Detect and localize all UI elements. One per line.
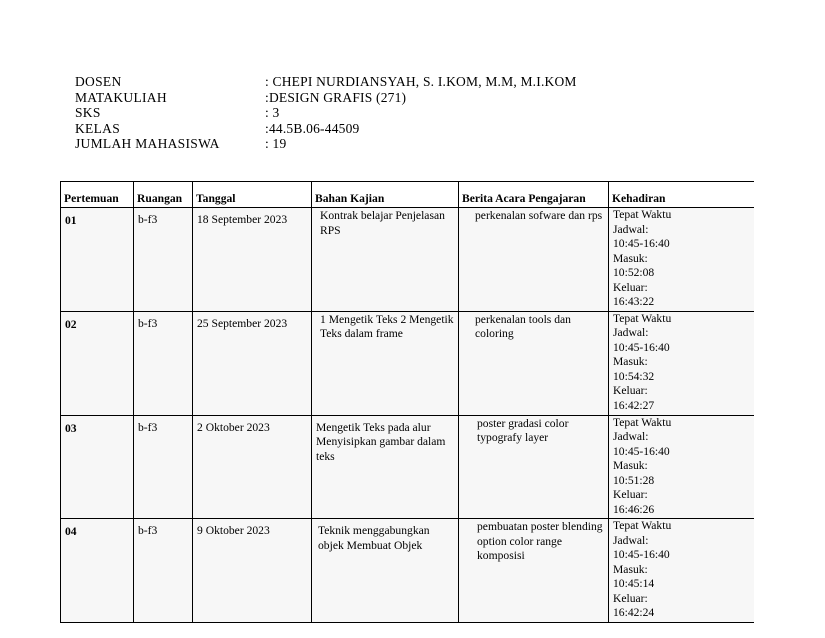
- info-label: DOSEN: [75, 74, 122, 89]
- column-header-pertemuan: Pertemuan: [61, 182, 134, 208]
- info-row-dosen: [75, 74, 577, 90]
- column-header-bahan-kajian: Bahan Kajian: [312, 182, 459, 208]
- table-row: [61, 415, 755, 519]
- cell-ruangan: b-f3: [134, 415, 193, 519]
- cell-bahan-kajian: Teknik menggabungkan objek Membuat Objek: [312, 519, 459, 623]
- kehadiran-keluar-label: Keluar:: [613, 384, 648, 397]
- info-row-kelas: [75, 121, 577, 137]
- cell-bahan-kajian: Kontrak belajar Penjelasan RPS: [312, 208, 459, 312]
- cell-ruangan: b-f3: [134, 519, 193, 623]
- info-row-sks: [75, 105, 577, 121]
- info-label: MATAKULIAH: [75, 89, 167, 105]
- cell-ruangan: b-f3: [134, 208, 193, 312]
- kehadiran-masuk-label: Masuk:: [613, 355, 648, 368]
- kehadiran-keluar: 16:42:27: [613, 398, 655, 412]
- info-label: SKS: [75, 105, 101, 120]
- kehadiran-status: Tepat Waktu: [613, 311, 672, 325]
- column-header-berita-acara: Berita Acara Pengajaran: [459, 182, 609, 208]
- table-row: [61, 519, 755, 623]
- cell-tanggal: 2 Oktober 2023: [193, 415, 312, 519]
- info-label: JUMLAH MAHASISWA: [75, 136, 220, 151]
- kehadiran-masuk: 10:51:28: [613, 473, 655, 487]
- info-value: :DESIGN GRAFIS (271): [265, 89, 407, 105]
- kehadiran-jadwal: 10:45-16:40: [613, 548, 670, 561]
- kehadiran-jadwal: 10:45-16:40: [613, 340, 670, 354]
- table-row: [61, 311, 755, 415]
- cell-ruangan: b-f3: [134, 311, 193, 415]
- info-row-jumlah-mahasiswa: [75, 136, 577, 152]
- course-info: [75, 74, 577, 152]
- kehadiran-jadwal-label: Jadwal:: [613, 326, 649, 339]
- column-header-kehadiran: Kehadiran: [609, 182, 755, 208]
- attendance-table: [60, 181, 754, 623]
- table-header-row: [61, 182, 755, 208]
- cell-tanggal: 9 Oktober 2023: [193, 519, 312, 623]
- kehadiran-status: Tepat Waktu: [613, 519, 672, 532]
- kehadiran-status: Tepat Waktu: [613, 415, 672, 429]
- cell-tanggal: 25 September 2023: [193, 311, 312, 415]
- info-row-matakuliah: [75, 90, 577, 106]
- cell-kehadiran: [609, 311, 755, 415]
- cell-berita-acara: pembuatan poster blending option color range komposisi: [459, 519, 609, 623]
- kehadiran-keluar-label: Keluar:: [613, 591, 648, 605]
- kehadiran-masuk: 10:52:08: [613, 266, 655, 279]
- kehadiran-masuk-label: Masuk:: [613, 562, 648, 576]
- cell-kehadiran: [609, 208, 755, 312]
- kehadiran-keluar: 16:43:22: [613, 295, 655, 308]
- column-header-ruangan: Ruangan: [134, 182, 193, 208]
- kehadiran-keluar: 16:46:26: [613, 502, 655, 516]
- info-value: : CHEPI NURDIANSYAH, S. I.KOM, M.M, M.I.KOM: [265, 74, 577, 89]
- cell-tanggal: 18 September 2023: [193, 208, 312, 312]
- info-value: : 19: [265, 136, 287, 151]
- kehadiran-jadwal: 10:45-16:40: [613, 444, 670, 458]
- info-value: : 3: [265, 105, 280, 120]
- cell-pertemuan: 03: [61, 415, 134, 519]
- table-row: [61, 208, 755, 312]
- kehadiran-masuk-label: Masuk:: [613, 251, 648, 265]
- kehadiran-masuk: 10:54:32: [613, 369, 655, 383]
- cell-kehadiran: [609, 415, 755, 519]
- cell-berita-acara: perkenalan sofware dan rps: [459, 208, 609, 312]
- cell-pertemuan: 01: [61, 208, 134, 312]
- kehadiran-jadwal-label: Jadwal:: [613, 430, 649, 443]
- info-value: :44.5B.06-44509: [265, 120, 360, 136]
- cell-pertemuan: 04: [61, 519, 134, 623]
- kehadiran-jadwal-label: Jadwal:: [613, 533, 649, 547]
- kehadiran-keluar-label: Keluar:: [613, 488, 648, 501]
- kehadiran-jadwal-label: Jadwal:: [613, 222, 649, 236]
- kehadiran-jadwal: 10:45-16:40: [613, 237, 670, 250]
- kehadiran-keluar-label: Keluar:: [613, 280, 648, 294]
- cell-bahan-kajian: 1 Mengetik Teks 2 Mengetik Teks dalam frame: [312, 311, 459, 415]
- cell-berita-acara: perkenalan tools dan coloring: [459, 311, 609, 415]
- kehadiran-masuk: 10:45:14: [613, 577, 655, 590]
- column-header-tanggal: Tanggal: [193, 182, 312, 208]
- cell-bahan-kajian: Mengetik Teks pada alur Menyisipkan gambar dalam teks: [312, 415, 459, 519]
- info-label: KELAS: [75, 120, 120, 136]
- attendance-table-container: [60, 181, 754, 638]
- kehadiran-status: Tepat Waktu: [613, 208, 672, 221]
- cell-berita-acara: poster gradasi color typografy layer: [459, 415, 609, 519]
- cell-pertemuan: 02: [61, 311, 134, 415]
- kehadiran-masuk-label: Masuk:: [613, 459, 648, 472]
- kehadiran-keluar: 16:42:24: [613, 606, 655, 619]
- cell-kehadiran: [609, 519, 755, 623]
